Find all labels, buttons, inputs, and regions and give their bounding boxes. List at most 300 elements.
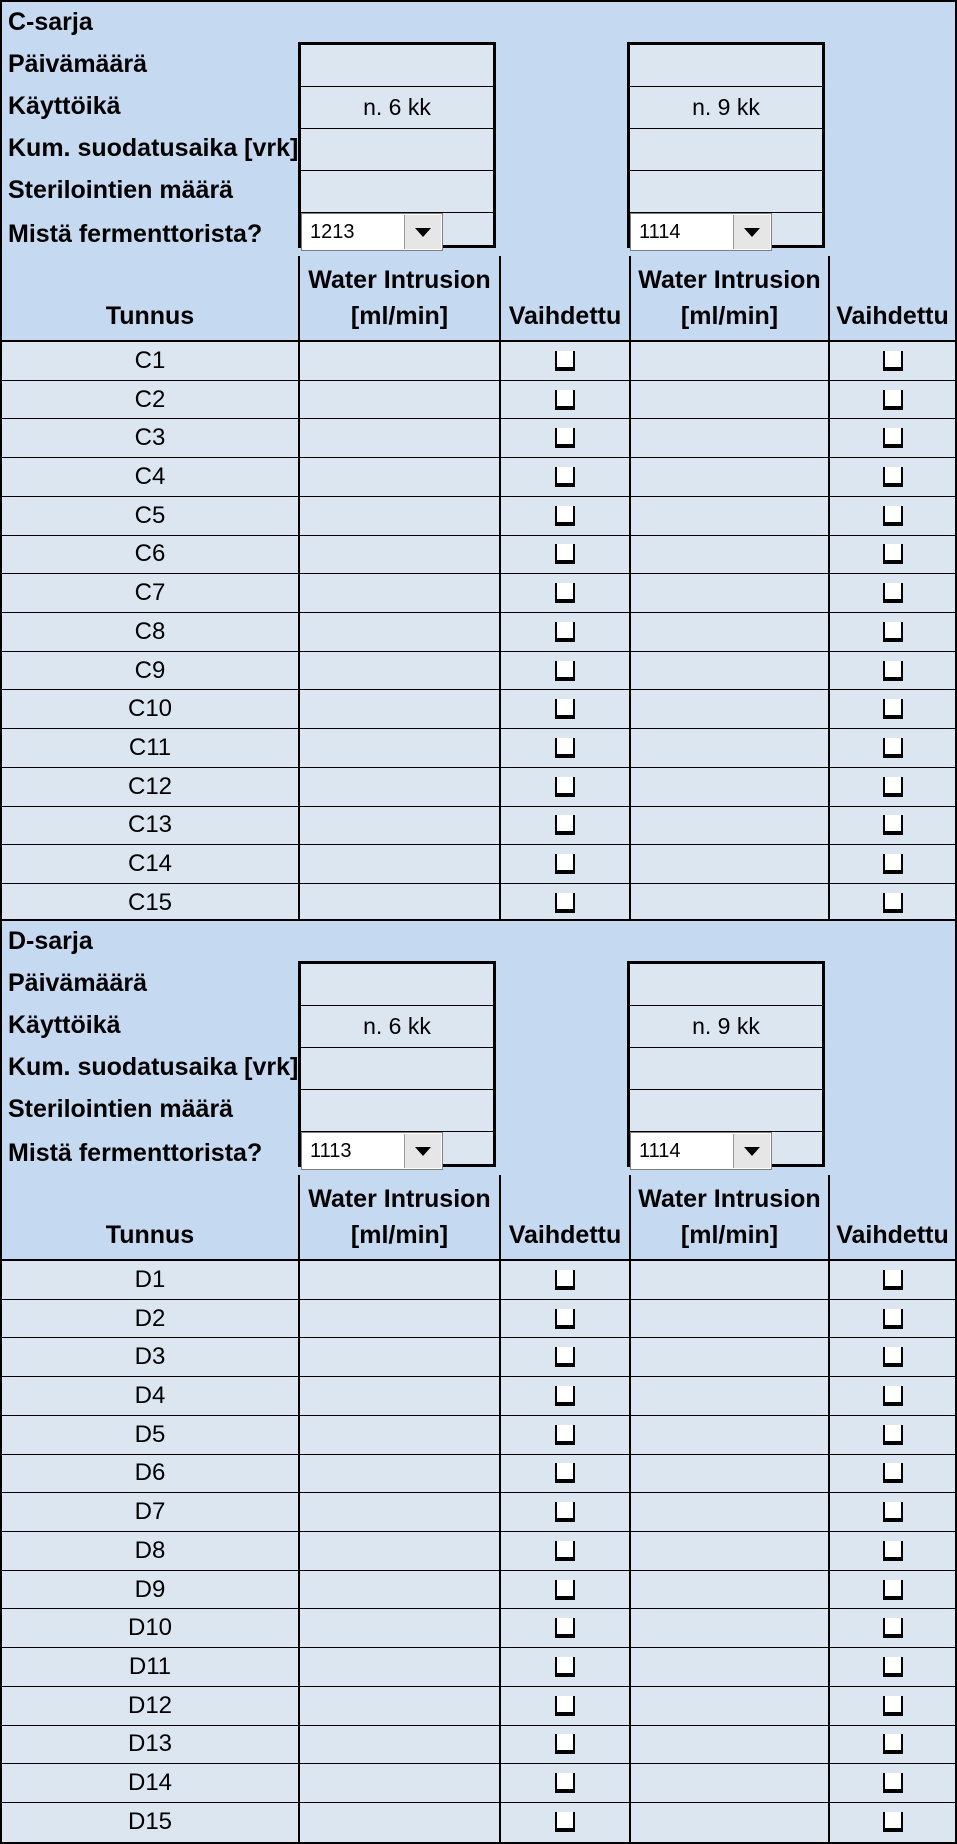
vaihdettu-checkbox[interactable]: [555, 428, 575, 448]
vaihdettu-checkbox[interactable]: [555, 699, 575, 719]
label-kum-suodatusaika: Kum. suodatusaika [vrk]: [8, 1053, 299, 1081]
water-intrusion-cell[interactable]: [298, 1764, 499, 1802]
vaihdettu-cell: [828, 690, 955, 728]
vaihdettu-checkbox[interactable]: [883, 1812, 903, 1832]
table-row: [2, 1493, 955, 1532]
table-body: [2, 1261, 955, 1842]
table-body: [2, 342, 955, 923]
vaihdettu-cell: [828, 497, 955, 535]
table-row: [2, 1338, 955, 1377]
fermenter-dropdown[interactable]: [630, 1132, 772, 1170]
col-header-tunnus: Tunnus: [105, 302, 195, 330]
vaihdettu-cell: [499, 1726, 629, 1764]
vaihdettu-checkbox[interactable]: [883, 583, 903, 603]
fermenter-dropdown[interactable]: [630, 213, 772, 251]
kayttoika-cell[interactable]: n. 9 kk: [630, 87, 822, 129]
vaihdettu-checkbox[interactable]: [555, 854, 575, 874]
paivamaara-cell[interactable]: [301, 45, 493, 87]
vaihdettu-cell: [499, 1300, 629, 1338]
water-intrusion-cell[interactable]: [629, 342, 828, 380]
table-row: [2, 807, 955, 846]
table-row: [2, 845, 955, 884]
label-paivamaara: Päivämäärä: [8, 50, 148, 78]
series-title: D-sarja: [8, 927, 93, 955]
vaihdettu-cell: [828, 458, 955, 496]
vaihdettu-cell: [499, 497, 629, 535]
vaihdettu-cell: [828, 1726, 955, 1764]
vaihdettu-checkbox[interactable]: [883, 1773, 903, 1793]
water-intrusion-cell[interactable]: [298, 768, 499, 806]
vaihdettu-checkbox[interactable]: [555, 622, 575, 642]
table-row: [2, 381, 955, 420]
vaihdettu-checkbox[interactable]: [555, 1502, 575, 1522]
table-row: [2, 419, 955, 458]
d-series-table: [0, 1175, 957, 1844]
table-row: [2, 613, 955, 652]
vaihdettu-cell: [499, 1609, 629, 1647]
vaihdettu-cell: [828, 1687, 955, 1725]
tunnus-cell: C12: [127, 772, 173, 800]
vaihdettu-cell: [828, 729, 955, 767]
vaihdettu-checkbox[interactable]: [883, 777, 903, 797]
vaihdettu-checkbox[interactable]: [883, 390, 903, 410]
vaihdettu-checkbox[interactable]: [555, 1580, 575, 1600]
water-intrusion-cell[interactable]: [298, 497, 499, 535]
water-intrusion-cell[interactable]: [629, 419, 828, 457]
water-intrusion-cell[interactable]: [298, 1687, 499, 1725]
vaihdettu-cell: [828, 536, 955, 574]
table-row: [2, 1416, 955, 1455]
fermenter-cell: [630, 1132, 822, 1167]
water-intrusion-cell[interactable]: [298, 690, 499, 728]
water-intrusion-cell[interactable]: [629, 807, 828, 845]
vaihdettu-checkbox[interactable]: [883, 1696, 903, 1716]
kayttoika-cell[interactable]: n. 6 kk: [301, 87, 493, 129]
vaihdettu-checkbox[interactable]: [883, 854, 903, 874]
tunnus-cell: D8: [134, 1536, 166, 1564]
tunnus-cell: C9: [134, 656, 166, 684]
vaihdettu-cell: [499, 1764, 629, 1802]
tunnus-cell: D5: [134, 1420, 166, 1448]
paivamaara-cell[interactable]: [630, 964, 822, 1006]
vaihdettu-cell: [828, 1416, 955, 1454]
tunnus-cell: C8: [134, 617, 166, 645]
tunnus-cell: D14: [127, 1769, 173, 1797]
d-block1: [298, 961, 496, 1167]
water-intrusion-cell[interactable]: [629, 1571, 828, 1609]
vaihdettu-checkbox[interactable]: [555, 1309, 575, 1329]
vaihdettu-checkbox[interactable]: [555, 1541, 575, 1561]
water-intrusion-cell[interactable]: [298, 419, 499, 457]
vaihdettu-cell: [828, 381, 955, 419]
vaihdettu-cell: [499, 1338, 629, 1376]
tunnus-cell: D15: [127, 1808, 173, 1836]
col-header-water-intrusion: Water Intrusion [ml/min]: [629, 256, 828, 340]
table-row: [2, 497, 955, 536]
label-paivamaara: Päivämäärä: [8, 969, 148, 997]
table-row: [2, 1261, 955, 1300]
tunnus-cell: C14: [127, 850, 173, 878]
tunnus-cell: C10: [127, 695, 173, 723]
vaihdettu-cell: [499, 381, 629, 419]
vaihdettu-checkbox[interactable]: [883, 1580, 903, 1600]
water-intrusion-cell[interactable]: [298, 458, 499, 496]
table-row: [2, 1300, 955, 1339]
col-header-water-intrusion: Water Intrusion [ml/min]: [298, 256, 499, 340]
vaihdettu-cell: [828, 574, 955, 612]
dropdown-arrow-icon[interactable]: [404, 215, 441, 249]
sterilointien-cell[interactable]: [630, 1090, 822, 1132]
vaihdettu-cell: [499, 729, 629, 767]
water-intrusion-cell[interactable]: [298, 1803, 499, 1842]
sterilointien-cell[interactable]: [301, 171, 493, 213]
vaihdettu-cell: [499, 1455, 629, 1493]
table-row: [2, 574, 955, 613]
water-intrusion-cell[interactable]: [298, 1261, 499, 1299]
water-intrusion-cell[interactable]: [629, 1532, 828, 1570]
vaihdettu-cell: [828, 613, 955, 651]
fermenter-dropdown[interactable]: [301, 1132, 443, 1170]
vaihdettu-checkbox[interactable]: [883, 1657, 903, 1677]
table-row: [2, 884, 955, 923]
label-mista-fermenttorista: Mistä fermenttorista?: [8, 1139, 263, 1167]
tunnus-cell: D13: [127, 1730, 173, 1758]
vaihdettu-cell: [499, 1493, 629, 1531]
vaihdettu-checkbox[interactable]: [555, 1773, 575, 1793]
dropdown-arrow-icon[interactable]: [733, 215, 770, 249]
vaihdettu-cell: [828, 1338, 955, 1376]
tunnus-cell: D12: [127, 1691, 173, 1719]
water-intrusion-cell[interactable]: [298, 845, 499, 883]
table-row: [2, 768, 955, 807]
kum-cell[interactable]: [301, 1048, 493, 1090]
water-intrusion-cell[interactable]: [298, 1648, 499, 1686]
kum-cell[interactable]: [630, 129, 822, 171]
water-intrusion-cell[interactable]: [298, 1338, 499, 1376]
vaihdettu-cell: [828, 1261, 955, 1299]
table-row: [2, 1726, 955, 1765]
vaihdettu-cell: [499, 845, 629, 883]
vaihdettu-checkbox[interactable]: [883, 544, 903, 564]
water-intrusion-cell[interactable]: [629, 574, 828, 612]
vaihdettu-cell: [828, 1648, 955, 1686]
fermenter-dropdown[interactable]: [301, 213, 443, 251]
water-intrusion-cell[interactable]: [298, 884, 499, 923]
vaihdettu-checkbox[interactable]: [555, 583, 575, 603]
vaihdettu-checkbox[interactable]: [555, 506, 575, 526]
vaihdettu-cell: [499, 1377, 629, 1415]
water-intrusion-cell[interactable]: [629, 497, 828, 535]
fermenter-cell: [301, 1132, 493, 1167]
label-sterilointien-maara: Sterilointien määrä: [8, 176, 234, 204]
kayttoika-cell[interactable]: n. 6 kk: [301, 1006, 493, 1048]
vaihdettu-checkbox[interactable]: [883, 1425, 903, 1445]
table-header: [2, 256, 955, 342]
tunnus-cell: D11: [128, 1653, 172, 1681]
table-row: [2, 458, 955, 497]
c-block1: [298, 42, 496, 248]
kum-cell[interactable]: [301, 129, 493, 171]
series-title: C-sarja: [8, 8, 93, 36]
table-row: [2, 652, 955, 691]
vaihdettu-cell: [828, 1493, 955, 1531]
tunnus-cell: D10: [127, 1614, 173, 1642]
d-block2: [627, 961, 825, 1167]
vaihdettu-cell: [499, 807, 629, 845]
water-intrusion-cell[interactable]: [629, 1764, 828, 1802]
table-row: [2, 729, 955, 768]
water-intrusion-cell[interactable]: [298, 1377, 499, 1415]
vaihdettu-checkbox[interactable]: [555, 1657, 575, 1677]
sterilointien-cell[interactable]: [301, 1090, 493, 1132]
vaihdettu-cell: [828, 768, 955, 806]
water-intrusion-cell[interactable]: [298, 342, 499, 380]
vaihdettu-cell: [499, 1571, 629, 1609]
water-intrusion-cell[interactable]: [629, 1377, 828, 1415]
tunnus-cell: C2: [134, 385, 166, 413]
water-intrusion-cell[interactable]: [629, 729, 828, 767]
col-header-vaihdettu: Vaihdettu: [828, 256, 955, 340]
water-intrusion-cell[interactable]: [298, 1493, 499, 1531]
vaihdettu-checkbox[interactable]: [883, 622, 903, 642]
vaihdettu-checkbox[interactable]: [555, 351, 575, 371]
water-intrusion-cell[interactable]: [298, 1416, 499, 1454]
vaihdettu-cell: [828, 1571, 955, 1609]
vaihdettu-checkbox[interactable]: [555, 1463, 575, 1483]
tunnus-cell: C4: [134, 463, 166, 491]
water-intrusion-cell[interactable]: [629, 652, 828, 690]
kum-cell[interactable]: [630, 1048, 822, 1090]
water-intrusion-cell[interactable]: [298, 536, 499, 574]
vaihdettu-checkbox[interactable]: [555, 1618, 575, 1638]
fermenter-cell: [301, 213, 493, 248]
water-intrusion-cell[interactable]: [298, 381, 499, 419]
vaihdettu-checkbox[interactable]: [555, 738, 575, 758]
table-row: [2, 1532, 955, 1571]
vaihdettu-cell: [499, 536, 629, 574]
table-row: [2, 1764, 955, 1803]
tunnus-cell: D2: [134, 1304, 166, 1332]
col-header-water-intrusion: Water Intrusion [ml/min]: [298, 1175, 499, 1259]
water-intrusion-cell[interactable]: [298, 1300, 499, 1338]
vaihdettu-checkbox[interactable]: [883, 1270, 903, 1290]
vaihdettu-checkbox[interactable]: [555, 390, 575, 410]
vaihdettu-cell: [828, 1803, 955, 1842]
vaihdettu-cell: [499, 1416, 629, 1454]
water-intrusion-cell[interactable]: [629, 536, 828, 574]
vaihdettu-checkbox[interactable]: [883, 815, 903, 835]
vaihdettu-cell: [499, 574, 629, 612]
vaihdettu-checkbox[interactable]: [555, 1734, 575, 1754]
paivamaara-cell[interactable]: [301, 964, 493, 1006]
water-intrusion-cell[interactable]: [629, 845, 828, 883]
vaihdettu-checkbox[interactable]: [555, 1347, 575, 1367]
vaihdettu-checkbox[interactable]: [883, 699, 903, 719]
tunnus-cell: C11: [128, 734, 172, 762]
water-intrusion-cell[interactable]: [298, 1532, 499, 1570]
vaihdettu-cell: [828, 1377, 955, 1415]
vaihdettu-cell: [828, 1764, 955, 1802]
tunnus-cell: D7: [134, 1498, 166, 1526]
vaihdettu-cell: [828, 807, 955, 845]
table-row: [2, 342, 955, 381]
vaihdettu-cell: [828, 1532, 955, 1570]
table-row: [2, 1377, 955, 1416]
vaihdettu-checkbox[interactable]: [883, 428, 903, 448]
vaihdettu-cell: [499, 613, 629, 651]
vaihdettu-checkbox[interactable]: [555, 467, 575, 487]
vaihdettu-checkbox[interactable]: [555, 1696, 575, 1716]
vaihdettu-cell: [499, 1532, 629, 1570]
water-intrusion-cell[interactable]: [629, 1338, 828, 1376]
water-intrusion-cell[interactable]: [629, 690, 828, 728]
table-row: [2, 1648, 955, 1687]
vaihdettu-checkbox[interactable]: [883, 467, 903, 487]
tunnus-cell: C13: [127, 811, 173, 839]
vaihdettu-checkbox[interactable]: [883, 506, 903, 526]
water-intrusion-cell[interactable]: [298, 1609, 499, 1647]
vaihdettu-checkbox[interactable]: [883, 1347, 903, 1367]
label-kayttoika: Käyttöikä: [8, 1011, 121, 1039]
c-series-header: [0, 0, 957, 258]
water-intrusion-cell[interactable]: [629, 458, 828, 496]
vaihdettu-cell: [828, 1300, 955, 1338]
water-intrusion-cell[interactable]: [298, 729, 499, 767]
water-intrusion-cell[interactable]: [298, 652, 499, 690]
vaihdettu-checkbox[interactable]: [883, 1618, 903, 1638]
water-intrusion-cell[interactable]: [629, 1493, 828, 1531]
vaihdettu-checkbox[interactable]: [555, 1386, 575, 1406]
dropdown-arrow-icon[interactable]: [404, 1134, 441, 1168]
label-mista-fermenttorista: Mistä fermenttorista?: [8, 220, 263, 248]
kayttoika-cell[interactable]: n. 9 kk: [630, 1006, 822, 1048]
vaihdettu-cell: [828, 419, 955, 457]
table-row: [2, 1803, 955, 1842]
water-intrusion-cell[interactable]: [629, 1300, 828, 1338]
vaihdettu-checkbox[interactable]: [883, 893, 903, 913]
vaihdettu-cell: [828, 845, 955, 883]
water-intrusion-cell[interactable]: [298, 807, 499, 845]
col-header-vaihdettu: Vaihdettu: [499, 256, 629, 340]
vaihdettu-cell: [499, 690, 629, 728]
vaihdettu-checkbox[interactable]: [555, 815, 575, 835]
tunnus-cell: C6: [134, 540, 166, 568]
water-intrusion-cell[interactable]: [629, 1455, 828, 1493]
water-intrusion-cell[interactable]: [629, 613, 828, 651]
water-intrusion-cell[interactable]: [629, 381, 828, 419]
col-header-vaihdettu: Vaihdettu: [499, 1175, 629, 1259]
vaihdettu-cell: [499, 1648, 629, 1686]
c-block2: [627, 42, 825, 248]
table-header: [2, 1175, 955, 1261]
tunnus-cell: D4: [134, 1382, 166, 1410]
vaihdettu-checkbox[interactable]: [555, 544, 575, 564]
table-row: [2, 1609, 955, 1648]
vaihdettu-checkbox[interactable]: [555, 777, 575, 797]
c-series-table: [0, 256, 957, 925]
vaihdettu-checkbox[interactable]: [883, 1734, 903, 1754]
water-intrusion-cell[interactable]: [629, 1261, 828, 1299]
water-intrusion-cell[interactable]: [629, 768, 828, 806]
vaihdettu-cell: [499, 1803, 629, 1842]
water-intrusion-cell[interactable]: [629, 1416, 828, 1454]
vaihdettu-checkbox[interactable]: [883, 1386, 903, 1406]
vaihdettu-cell: [499, 1261, 629, 1299]
fermenter-value: 1213: [310, 220, 355, 243]
water-intrusion-cell[interactable]: [629, 1803, 828, 1842]
vaihdettu-checkbox[interactable]: [555, 1812, 575, 1832]
col-header-water-intrusion: Water Intrusion [ml/min]: [629, 1175, 828, 1259]
col-header-vaihdettu: Vaihdettu: [828, 1175, 955, 1259]
vaihdettu-checkbox[interactable]: [883, 738, 903, 758]
water-intrusion-cell[interactable]: [629, 1609, 828, 1647]
water-intrusion-cell[interactable]: [298, 1571, 499, 1609]
label-kum-suodatusaika: Kum. suodatusaika [vrk]: [8, 134, 299, 162]
water-intrusion-cell[interactable]: [629, 1726, 828, 1764]
label-kayttoika: Käyttöikä: [8, 92, 121, 120]
vaihdettu-cell: [499, 768, 629, 806]
table-row: [2, 690, 955, 729]
vaihdettu-checkbox[interactable]: [883, 1309, 903, 1329]
vaihdettu-checkbox[interactable]: [883, 1541, 903, 1561]
vaihdettu-checkbox[interactable]: [555, 1270, 575, 1290]
water-intrusion-cell[interactable]: [298, 574, 499, 612]
water-intrusion-cell[interactable]: [629, 1648, 828, 1686]
vaihdettu-checkbox[interactable]: [555, 893, 575, 913]
water-intrusion-cell[interactable]: [298, 1726, 499, 1764]
vaihdettu-cell: [828, 1609, 955, 1647]
vaihdettu-cell: [499, 884, 629, 923]
vaihdettu-cell: [499, 458, 629, 496]
table-row: [2, 1571, 955, 1610]
vaihdettu-checkbox[interactable]: [555, 661, 575, 681]
tunnus-cell: C15: [127, 889, 173, 917]
vaihdettu-checkbox[interactable]: [883, 661, 903, 681]
col-header-tunnus: Tunnus: [105, 1221, 195, 1249]
tunnus-cell: D6: [134, 1459, 166, 1487]
dropdown-arrow-icon[interactable]: [733, 1134, 770, 1168]
vaihdettu-cell: [499, 419, 629, 457]
table-row: [2, 1455, 955, 1494]
tunnus-cell: C7: [134, 579, 166, 607]
label-sterilointien-maara: Sterilointien määrä: [8, 1095, 234, 1123]
tunnus-cell: D3: [134, 1343, 166, 1371]
sterilointien-cell[interactable]: [630, 171, 822, 213]
tunnus-cell: D1: [134, 1265, 166, 1293]
fermenter-value: 1114: [639, 220, 681, 243]
fermenter-value: 1113: [310, 1139, 352, 1162]
vaihdettu-checkbox[interactable]: [883, 1463, 903, 1483]
table-row: [2, 536, 955, 575]
vaihdettu-checkbox[interactable]: [555, 1425, 575, 1445]
vaihdettu-checkbox[interactable]: [883, 1502, 903, 1522]
water-intrusion-cell[interactable]: [298, 1455, 499, 1493]
tunnus-cell: C1: [134, 346, 166, 374]
vaihdettu-checkbox[interactable]: [883, 351, 903, 371]
d-series-header: [0, 919, 957, 1177]
tunnus-cell: C3: [134, 424, 166, 452]
water-intrusion-cell[interactable]: [298, 613, 499, 651]
tunnus-cell: D9: [134, 1575, 166, 1603]
vaihdettu-cell: [828, 652, 955, 690]
water-intrusion-cell[interactable]: [629, 1687, 828, 1725]
vaihdettu-cell: [828, 884, 955, 923]
table-row: [2, 1687, 955, 1726]
water-intrusion-cell[interactable]: [629, 884, 828, 923]
vaihdettu-cell: [499, 652, 629, 690]
paivamaara-cell[interactable]: [630, 45, 822, 87]
fermenter-cell: [630, 213, 822, 248]
